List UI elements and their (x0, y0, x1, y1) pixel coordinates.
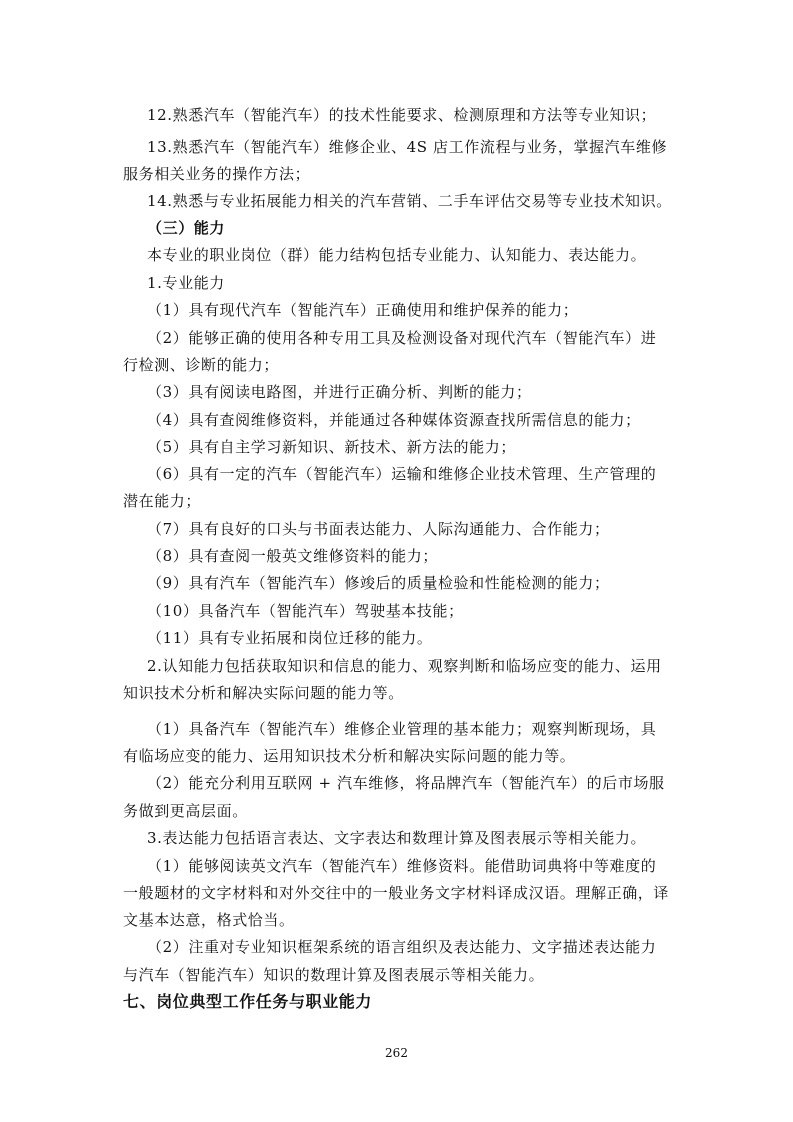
text-line: （9）具有汽车（智能汽车）修竣后的质量检验和性能检测的能力； (147, 574, 610, 592)
text-line: （2）能够正确的使用各种专用工具及检测设备对现代汽车（智能汽车）进 (147, 329, 657, 347)
text-line: （1）具备汽车（智能汽车）维修企业管理的基本能力；观察判断现场，具 (147, 720, 657, 738)
text-line: （6）具有一定的汽车（智能汽车）运输和维修企业技术管理、生产管理的 (147, 465, 657, 483)
text-line: 13.熟悉汽车（智能汽车）维修企业、4S 店工作流程与业务，掌握汽车维修 (147, 138, 668, 156)
chapter-heading: 七、岗位典型工作任务与职业能力 (123, 992, 373, 1011)
text-line: 3.表达能力包括语言表达、文字表达和数理计算及图表展示等相关能力。 (147, 829, 647, 847)
text-line: 行检测、诊断的能力； (123, 356, 280, 374)
text-line: （7）具有良好的口头与书面表达能力、人际沟通能力、合作能力； (147, 520, 610, 538)
text-line: （1）能够阅读英文汽车（智能汽车）维修资料。能借助词典将中等难度的 (147, 857, 657, 875)
text-line: （8）具有查阅一般英文维修资料的能力； (147, 547, 438, 565)
text-line: 14.熟悉与专业拓展能力相关的汽车营销、二手车评估交易等专业技术知识。 (147, 192, 672, 210)
text-line: （4）具有查阅维修资料，并能通过各种媒体资源查找所需信息的能力； (147, 411, 641, 429)
text-line: 潜在能力； (123, 492, 202, 510)
text-line: 本专业的职业岗位（群）能力结构包括专业能力、认知能力、表达能力。 (147, 246, 647, 264)
text-line: （2）注重对专业知识框架系统的语言组织及表达能力、文字描述表达能力 (147, 938, 657, 956)
text-line: 2.认知能力包括获取知识和信息的能力、观察判断和临场应变的能力、运用 (147, 657, 662, 675)
page-number: 262 (385, 1046, 408, 1060)
text-line: （10）具备汽车（智能汽车）驾驶基本技能； (147, 602, 464, 620)
text-line: （11）具有专业拓展和岗位迁移的能力。 (147, 629, 433, 647)
text-line: （2）能充分利用互联网 + 汽车维修，将品牌汽车（智能汽车）的后市场服 (147, 774, 665, 792)
text-line: 12.熟悉汽车（智能汽车）的技术性能要求、检测原理和方法等专业知识； (147, 106, 657, 124)
text-line: 服务相关业务的操作方法； (123, 165, 311, 183)
text-line: （5）具有自主学习新知识、新技术、新方法的能力； (147, 438, 516, 456)
text-line: （3）具有阅读电路图，并进行正确分析、判断的能力； (147, 383, 532, 401)
text-line: 文基本达意，格式恰当。 (123, 911, 295, 929)
text-line: 务做到更高层面。 (123, 802, 248, 820)
text-line: 1.专业能力 (147, 274, 225, 292)
text-line: 一般题材的文字材料和对外交往中的一般业务文字材料译成汉语。理解正确，译 (123, 884, 670, 902)
text-line: （1）具有现代汽车（智能汽车）正确使用和维护保养的能力； (147, 301, 579, 319)
text-line: 与汽车（智能汽车）知识的数理计算及图表展示等相关能力。 (123, 966, 545, 984)
text-line: 知识技术分析和解决实际问题的能力等。 (123, 684, 404, 702)
text-line: 有临场应变的能力、运用知识技术分析和解决实际问题的能力等。 (123, 747, 576, 765)
section-heading: （三）能力 (147, 219, 226, 237)
